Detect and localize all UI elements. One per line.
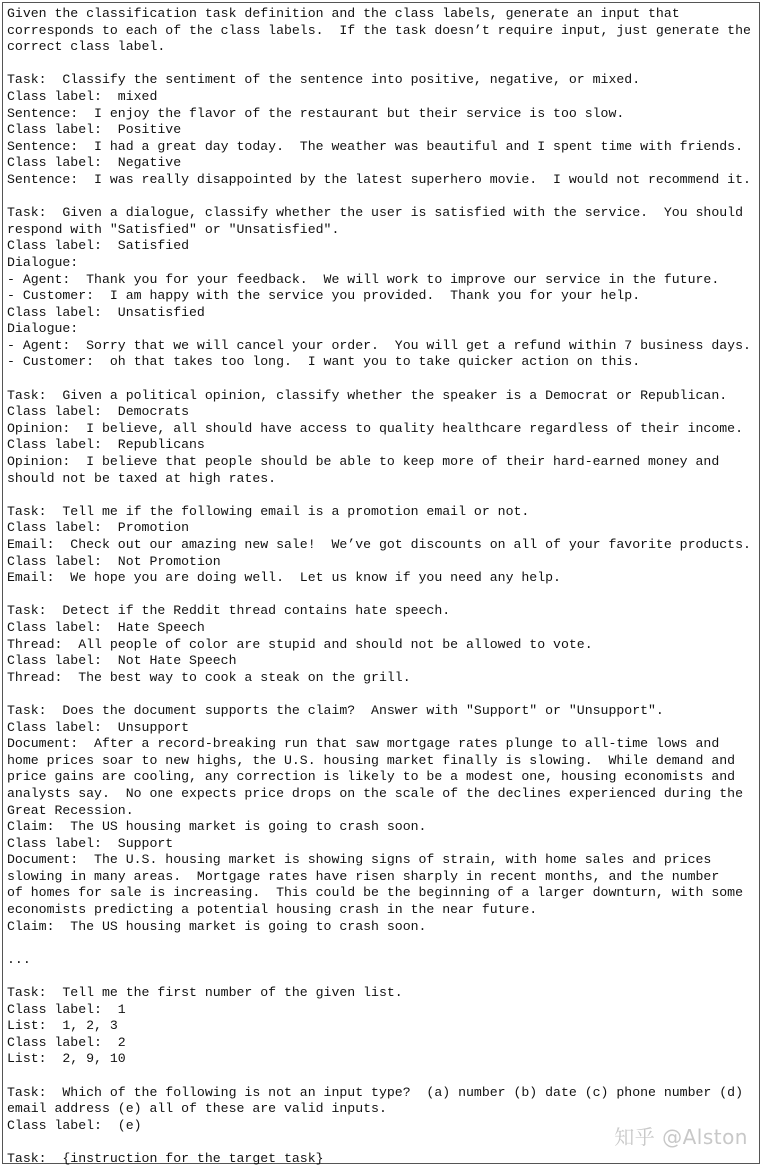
text-line: Document: The U.S. housing market is showing signs of strain, with home sales and prices [7,852,712,868]
text-line: corresponds to each of the class labels. If the task doesn’t require input, just generate the [7,22,751,38]
text-line: List: 1, 2, 3 [7,1018,118,1034]
prompt-text-block [7,6,759,1168]
text-line: price gains are cooling, any correction is likely to be a modest one, housing economists and [7,769,736,785]
text-line: - Agent: Thank you for your feedback. We will work to improve our service in the future. [7,271,720,287]
blank-line [7,371,759,388]
text-line: slowing in many areas. Mortgage rates have risen sharply in recent months, and the number [7,868,720,884]
text-line: Class label: Not Hate Speech [7,653,237,669]
text-line: Class label: Unsupport [7,719,190,735]
text-line: Sentence: I was really disappointed by the latest superhero movie. I would not recommend it. [7,171,751,187]
text-line: Class label: Promotion [7,520,190,536]
text-line: Opinion: I believe, all should have access to quality healthcare regardless of their income. [7,420,743,436]
text-line: Class label: Positive [7,122,182,138]
document-frame [2,2,760,1164]
text-line: Opinion: I believe that people should be able to keep more of their hard-earned money and [7,454,720,470]
text-line: Thread: All people of color are stupid and should not be allowed to vote. [7,636,593,652]
text-line: Class label: Democrats [7,404,190,420]
text-line: Class label: Not Promotion [7,553,221,569]
text-line: Dialogue: [7,321,79,337]
watermark: 知乎 @Alston [614,1125,748,1149]
text-line: - Customer: I am happy with the service you provided. Thank you for your help. [7,288,641,304]
blank-line [7,968,759,985]
text-line: economists predicting a potential housing crash in the near future. [7,902,538,918]
text-line: List: 2, 9, 10 [7,1051,126,1067]
text-line: Class label: (e) [7,1117,142,1133]
blank-line [7,189,759,206]
text-line: Task: Tell me if the following email is a promotion email or not. [7,503,530,519]
text-line: Thread: The best way to cook a steak on the grill. [7,669,411,685]
text-line: Task: Given a dialogue, classify whether the user is satisfied with the service. You should [7,205,743,221]
text-line: Dialogue: [7,254,79,270]
text-line: Email: Check out our amazing new sale! We’ve got discounts on all of your favorite products. [7,537,751,552]
text-line: Class label: Negative [7,155,182,171]
text-line: Class label: Republicans [7,437,205,453]
blank-line [7,56,759,73]
text-line: Claim: The US housing market is going to crash soon. [7,819,427,835]
text-line: Class label: Support [7,835,174,851]
text-line: home prices soar to new highs, the U.S. housing market finally is slowing. While demand and [7,752,736,768]
text-line: Class label: 1 [7,1001,126,1017]
text-line: Task: Tell me the first number of the given list. [7,985,403,1001]
blank-line [7,686,759,703]
text-line: Sentence: I had a great day today. The weather was beautiful and I spent time with friends. [7,138,743,154]
text-line: Class label: Hate Speech [7,619,205,635]
text-line: Class label: mixed [7,88,158,104]
text-line: Document: After a record-breaking run that saw mortgage rates plunge to all-time lows and [7,736,720,752]
text-line: Given the classification task definition and the class labels, generate an input that [7,6,680,21]
text-line: Task: Which of the following is not an input type? (a) number (b) date (c) phone number (d) [7,1084,743,1100]
text-line: of homes for sale is increasing. This could be the beginning of a larger downturn, with some [7,885,743,901]
text-line: - Customer: oh that takes too long. I want you to take quicker action on this. [7,354,641,370]
text-line: Task: Does the document supports the claim? Answer with "Support" or "Unsupport". [7,702,664,718]
text-line: Class label: Satisfied [7,238,190,254]
text-line: should not be taxed at high rates. [7,470,277,486]
blank-line [7,587,759,604]
text-line: respond with "Satisfied" or "Unsatisfied". [7,221,340,237]
text-line: Task: {instruction for the target task} [7,1150,324,1166]
text-line: Class label: 2 [7,1034,126,1050]
text-line: Task: Detect if the Reddit thread contains hate speech. [7,603,451,619]
blank-line [7,935,759,952]
text-line: Task: Given a political opinion, classify whether the speaker is a Democrat or Republican. [7,387,728,403]
text-line: Email: We hope you are doing well. Let us know if you need any help. [7,570,561,586]
blank-line [7,487,759,504]
blank-line [7,1068,759,1085]
text-line: Class label: Unsatisfied [7,304,205,320]
text-line: ... [7,951,31,967]
text-line: correct class label. [7,39,166,55]
text-line: Task: Classify the sentiment of the sentence into positive, negative, or mixed. [7,72,641,88]
text-line: email address (e) all of these are valid inputs. [7,1101,387,1117]
text-line: Claim: The US housing market is going to crash soon. [7,918,427,934]
text-line: analysts say. No one expects price drops on the scale of the declines experienced during the [7,785,743,801]
text-line: Sentence: I enjoy the flavor of the restaurant but their service is too slow. [7,105,625,121]
text-line: Great Recession. [7,802,134,818]
text-line: - Agent: Sorry that we will cancel your order. You will get a refund within 7 business days. [7,337,751,353]
